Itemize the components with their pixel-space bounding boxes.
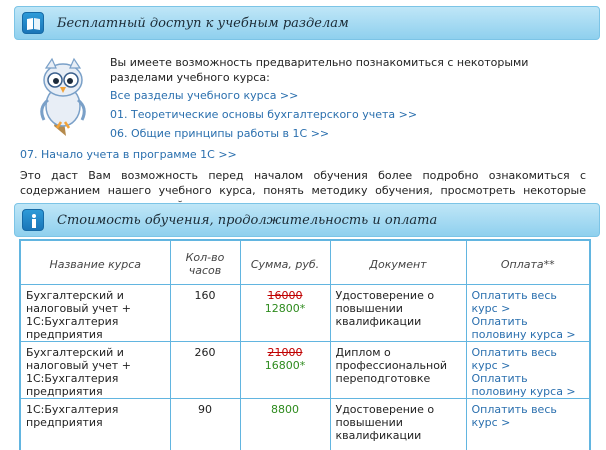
course-document: Удостоверение о повышении квалификации — [330, 398, 466, 450]
book-icon — [22, 12, 44, 34]
header-hours: Кол-во часов — [170, 240, 240, 284]
free-access-banner — [14, 6, 600, 40]
header-document: Документ — [330, 240, 466, 284]
pricing-banner — [14, 203, 600, 237]
new-price: 8800 — [271, 402, 299, 416]
course-hours: 160 — [170, 284, 240, 341]
course-payment — [466, 341, 590, 398]
header-payment: Оплата** — [466, 240, 590, 284]
free-access-title: Бесплатный доступ к учебным разделам — [57, 16, 349, 31]
pay-half-link[interactable]: Оплатить половину курса > — [471, 371, 576, 398]
link-section-06[interactable]: 06. Общие принципы работы в 1С >> — [110, 127, 330, 140]
course-name: Бухгалтерский и налоговый учет + 1С:Бухгалтерия предприятия — [20, 284, 170, 341]
pay-full-link[interactable]: Оплатить весь курс > — [471, 345, 557, 372]
header-course: Название курса — [20, 240, 170, 284]
course-name: 1С:Бухгалтерия предприятия — [20, 398, 170, 450]
info-icon — [22, 209, 44, 231]
pay-full-link[interactable]: Оплатить весь курс > — [471, 288, 557, 315]
course-document: Удостоверение о повышении квалификации — [330, 284, 466, 341]
old-price: 21000 — [267, 345, 303, 359]
pricing-title: Стоимость обучения, продолжительность и оплата — [57, 213, 438, 228]
pay-half-link[interactable]: Оплатить половину курса > — [471, 314, 576, 341]
table-row — [20, 398, 590, 450]
link-section-07[interactable]: 07. Начало учета в программе 1С >> — [20, 148, 237, 161]
course-document: Диплом о профессиональной переподготовке — [330, 341, 466, 398]
link-all-sections[interactable]: Все разделы учебного курса >> — [110, 89, 299, 102]
course-price — [240, 398, 330, 450]
link-section-01[interactable]: 01. Теоретические основы бухгалтерского учета >> — [110, 108, 418, 121]
table-row — [20, 341, 590, 398]
owl-mascot-icon — [34, 56, 92, 136]
pay-full-link[interactable]: Оплатить весь курс > — [471, 402, 557, 429]
new-price: 12800* — [264, 301, 306, 315]
pricing-table — [19, 239, 591, 450]
course-hours: 260 — [170, 341, 240, 398]
course-name: Бухгалтерский и налоговый учет + 1С:Бухгалтерия предприятия — [20, 341, 170, 398]
course-price — [240, 284, 330, 341]
course-payment — [466, 284, 590, 341]
course-price — [240, 341, 330, 398]
table-header-row — [20, 240, 590, 284]
description-text: Это даст Вам возможность перед началом обучения более подробно ознакомиться с содержанием нашего учебного курса, понять методику обучения, просмотреть некоторые — [20, 169, 586, 197]
course-hours: 90 — [170, 398, 240, 450]
new-price: 16800* — [264, 358, 306, 372]
intro-text: Вы имеете возможность предварительно познакомиться с некоторыми разделами учебного курса: — [110, 56, 529, 84]
header-price: Сумма, руб. — [240, 240, 330, 284]
old-price: 16000 — [267, 288, 303, 302]
table-row — [20, 284, 590, 341]
course-payment — [466, 398, 590, 450]
